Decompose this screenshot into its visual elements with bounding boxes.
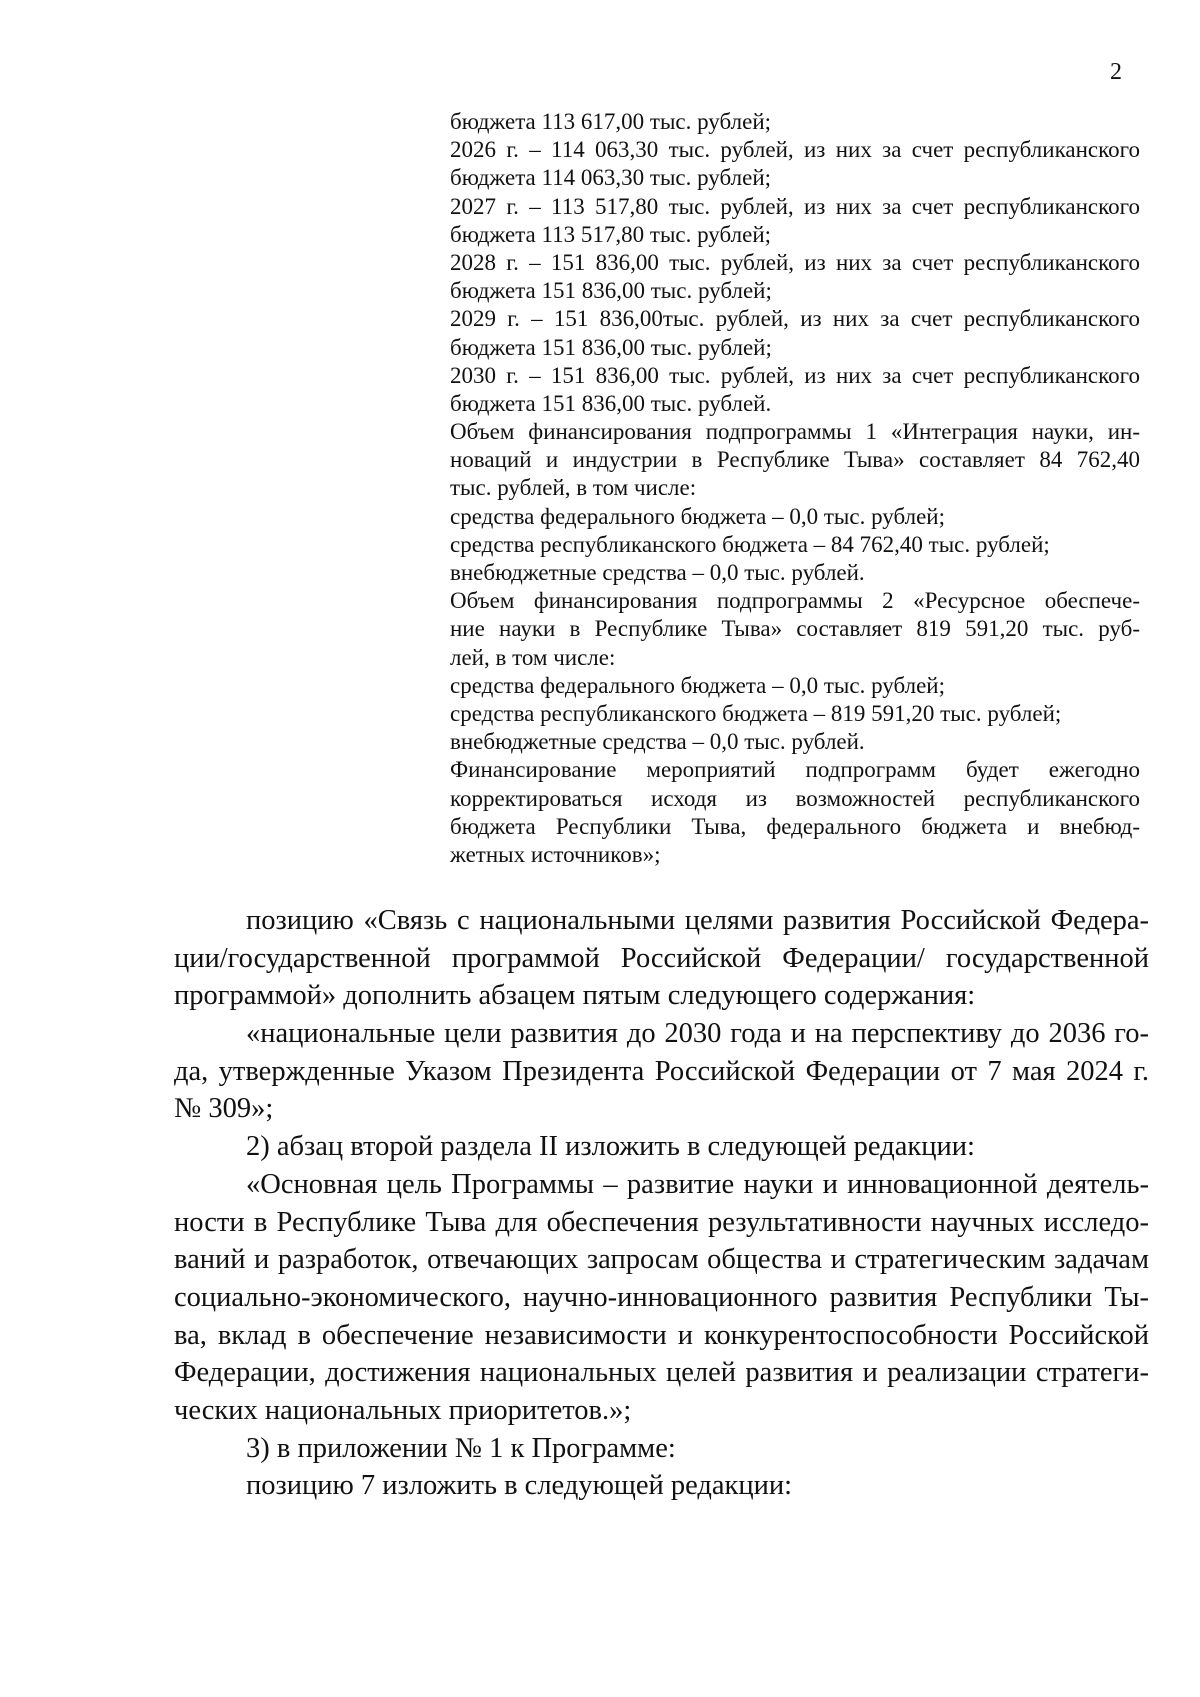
text-line: ваний и разработок, отвечающих запросам общества и стратегическим задачам	[174, 1244, 1149, 1276]
text-line: лей, в том числе:	[450, 644, 616, 670]
text-line: позицию 7 изложить в следующей редакции:	[246, 1470, 793, 1502]
text-line: 2027 г. – 113 517,80 тыс. рублей, из них за счет республиканского	[450, 193, 1140, 219]
text-line: Объем финансирования подпрограммы 2 «Ресурсное обеспече-	[450, 588, 1140, 614]
text-line: средства республиканского бюджета – 819 591,20 тыс. рублей;	[450, 700, 1062, 726]
text-line: Федерации, достижения национальных целей развития и реализации стратеги-	[174, 1357, 1149, 1389]
text-line: 2029 г. – 151 836,00тыс. рублей, из них за счет республиканского	[450, 306, 1140, 332]
text-line: «национальные цели развития до 2030 года и на перспективу до 2036 го-	[246, 1018, 1149, 1050]
text-line: средства федерального бюджета – 0,0 тыс. рублей;	[450, 672, 945, 698]
text-line: тыс. рублей, в том числе:	[450, 475, 697, 501]
text-line: 2028 г. – 151 836,00 тыс. рублей, из них за счет республиканского	[450, 249, 1140, 275]
text-line: ние науки в Республике Тыва» составляет 819 591,20 тыс. руб-	[450, 616, 1140, 642]
text-line: бюджета 151 836,00 тыс. рублей;	[450, 278, 772, 304]
text-line: 3) в приложении № 1 к Программе:	[246, 1432, 676, 1464]
text-line: позицию «Связь с национальными целями развития Российской Федера-	[246, 905, 1149, 936]
text-line: ции/государственной программой Российской Федерации/ государственной	[174, 942, 1149, 974]
text-line: бюджета 114 063,30 тыс. рублей;	[450, 165, 772, 191]
text-line: ности в Республике Тыва для обеспечения результативности научных исследо-	[174, 1206, 1149, 1238]
text-line: новаций и индустрии в Республике Тыва» составляет 84 762,40	[450, 447, 1140, 473]
text-line: жетных источников»;	[450, 841, 661, 867]
text-line: бюджета 113 617,00 тыс. рублей;	[450, 109, 772, 134]
text-line: бюджета 113 517,80 тыс. рублей;	[450, 221, 772, 247]
text-line: ва, вклад в обеспечение независимости и конкурентоспособности Российской	[174, 1319, 1149, 1351]
text-line: бюджета 151 836,00 тыс. рублей;	[450, 334, 772, 360]
text-line: 2026 г. – 114 063,30 тыс. рублей, из них за счет республиканского	[450, 137, 1140, 163]
text-line: 2030 г. – 151 836,00 тыс. рублей, из них за счет республиканского	[450, 362, 1140, 388]
financing-table-cell-text	[450, 108, 1140, 869]
text-line: программой» дополнить абзацем пятым следующего содержания:	[174, 980, 976, 1012]
text-line: Объем финансирования подпрограммы 1 «Интеграция науки, ин-	[450, 419, 1140, 445]
text-line: № 309»;	[174, 1093, 274, 1125]
text-line: средства республиканского бюджета – 84 762,40 тыс. рублей;	[450, 531, 1050, 557]
text-line: внебюджетные средства – 0,0 тыс. рублей.	[450, 560, 865, 585]
text-line: да, утвержденные Указом Президента Российской Федерации от 7 мая 2024 г.	[174, 1055, 1149, 1087]
text-line: 2) абзац второй раздела II изложить в следующей редакции:	[246, 1131, 975, 1163]
text-line: социально-экономического, научно-инновационного развития Республики Ты-	[174, 1281, 1149, 1313]
text-line: бюджета 151 836,00 тыс. рублей.	[450, 390, 772, 416]
text-line: бюджета Республики Тыва, федерального бюджета и внебюд-	[450, 813, 1140, 839]
text-line: Финансирование мероприятий подпрограмм будет ежегодно	[450, 757, 1140, 783]
text-line: средства федерального бюджета – 0,0 тыс. рублей;	[450, 503, 945, 529]
amendment-body-text	[174, 902, 1149, 1505]
text-line: корректироваться исходя из возможностей республиканского	[450, 785, 1140, 811]
page-number: 2	[1110, 59, 1122, 85]
text-line: ческих национальных приоритетов.»;	[174, 1394, 632, 1426]
text-line: внебюджетные средства – 0,0 тыс. рублей.	[450, 729, 865, 755]
text-line: «Основная цель Программы – развитие науки и инновационной деятель-	[246, 1168, 1149, 1200]
